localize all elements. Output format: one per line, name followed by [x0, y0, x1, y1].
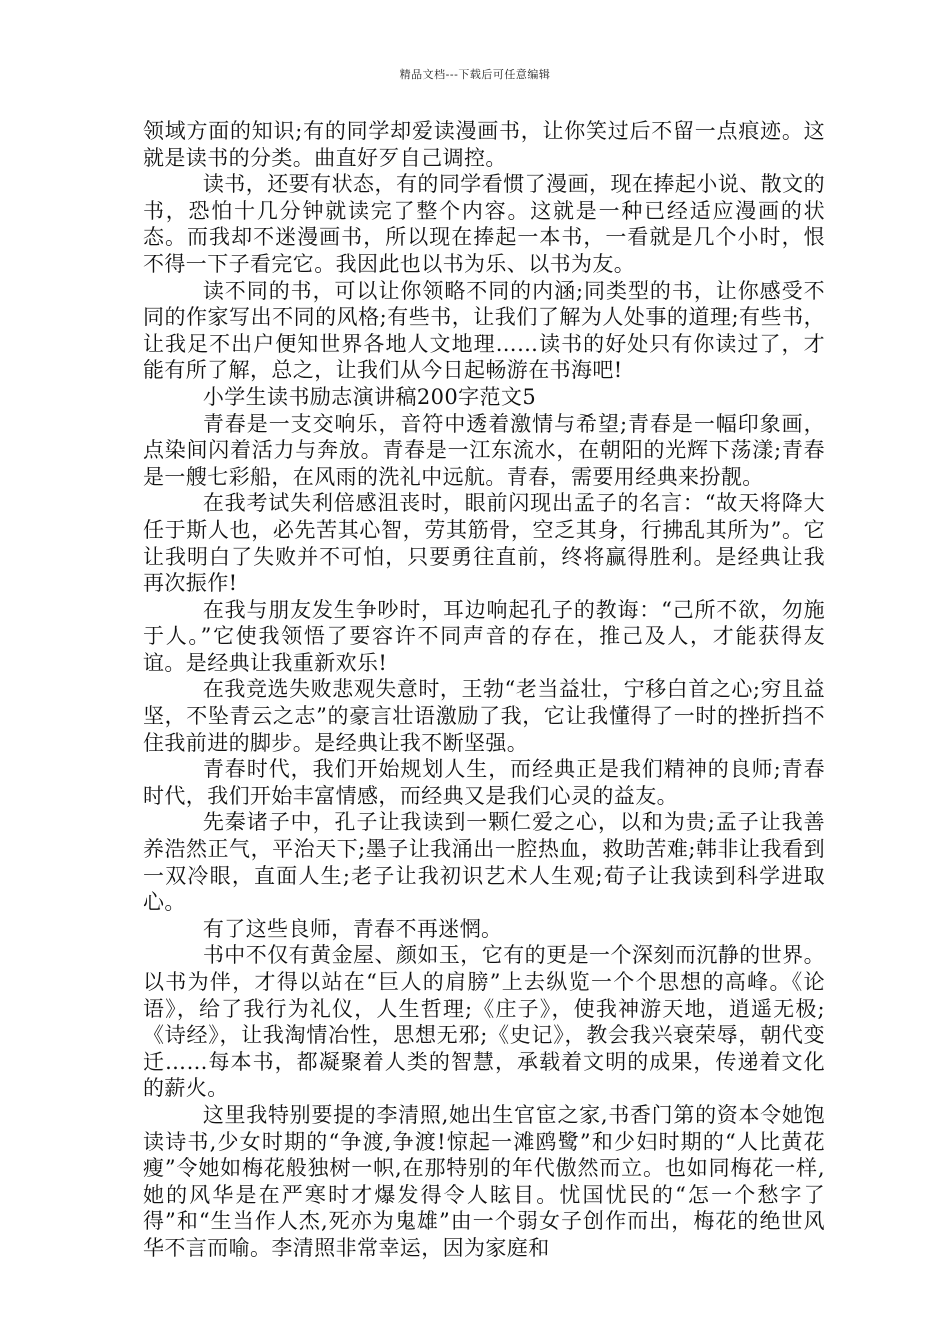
- section-title: 小学生读书励志演讲稿200字范文5: [202, 384, 537, 409]
- page-header: 精品文档---下载后可任意编辑: [399, 68, 551, 81]
- paragraph: 青春时代，我们开始规划人生，而经典正是我们精神的良师;青春时代，我们开始丰富情感，而经典又是我们心灵的益友。: [143, 757, 825, 808]
- document-body: [143, 118, 825, 1262]
- paragraph: 先秦诸子中，孔子让我读到一颗仁爱之心，以和为贵;孟子让我善养浩然正气，平治天下;墨子让我涌出一腔热血，救助苦难;韩非让我看到一双冷眼，直面人生;老子让我初识艺术人生观;荀子让我读到科学进取心。: [143, 810, 825, 915]
- paragraph: 书中不仅有黄金屋、颜如玉，它有的更是一个深刻而沉静的世界。以书为伴，才得以站在“巨人的肩膀”上去纵览一个个思想的高峰。《论语》，给了我行为礼仪，人生哲理;《庄子》，使我神游天地，逍遥无极;《诗经》，让我淘情冶性，思想无邪;《史记》，教会我兴衰荣辱，朝代变迁……每本书，都凝聚着人类的智慧，承载着文明的成果，传递着文化的薪火。: [143, 943, 825, 1101]
- paragraph: 读不同的书，可以让你领略不同的内涵;同类型的书，让你感受不同的作家写出不同的风格;有些书，让我们了解为人处事的道理;有些书，让我足不出户便知世界各地人文地理……读书的好处只有你读过了，才能有所了解，总之，让我们从今日起畅游在书海吧!: [143, 278, 825, 383]
- paragraph: 在我竞选失败悲观失意时，王勃“老当益壮，宁移白首之心;穷且益坚，不坠青云之志”的豪言壮语激励了我，它让我懂得了一时的挫折挡不住我前进的脚步。是经典让我不断坚强。: [143, 677, 825, 755]
- paragraph: 有了这些良师，青春不再迷惘。: [202, 916, 503, 941]
- paragraph: 在我考试失利倍感沮丧时，眼前闪现出孟子的名言：“故天将降大任于斯人也，必先苦其心智，劳其筋骨，空乏其身，行拂乱其所为”。它让我明白了失败并不可怕，只要勇往直前，终将赢得胜利。是经典让我再次振作!: [143, 491, 825, 596]
- paragraph: 这里我特别要提的李清照,她出生官宦之家,书香门第的资本令她饱读诗书,少女时期的“争渡,争渡!惊起一滩鸥鹭”和少妇时期的“人比黄花瘦”令她如梅花般独树一帜,在那特别的年代傲然而立。也如同梅花一样,她的风华是在严寒时才爆发得令人眩目。忧国忧民的“怎一个愁字了得”和“生当作人杰,死亦为鬼雄”由一个弱女子创作而出，梅花的绝世风华不言而喻。李清照非常幸运，因为家庭和: [143, 1102, 825, 1260]
- paragraph: 青春是一支交响乐，音符中透着激情与希望;青春是一幅印象画，点染间闪着活力与奔放。青春是一江东流水，在朝阳的光辉下荡漾;青春是一艘七彩船，在风雨的洗礼中远航。青春，需要用经典来扮靓。: [143, 411, 825, 489]
- paragraph: 领域方面的知识;有的同学却爱读漫画书，让你笑过后不留一点痕迹。这就是读书的分类。曲直好歹自己调控。: [143, 119, 825, 170]
- paragraph: 在我与朋友发生争吵时，耳边响起孔子的教诲：“己所不欲，勿施于人。”它使我领悟了要容许不同声音的存在，推己及人，才能获得友谊。是经典让我重新欢乐!: [143, 597, 825, 675]
- paragraph: 读书，还要有状态，有的同学看惯了漫画，现在捧起小说、散文的书，恐怕十几分钟就读完了整个内容。这就是一种已经适应漫画的状态。而我却不迷漫画书，所以现在捧起一本书，一看就是几个小时，恨不得一下子看完它。我因此也以书为乐、以书为友。: [143, 172, 825, 276]
